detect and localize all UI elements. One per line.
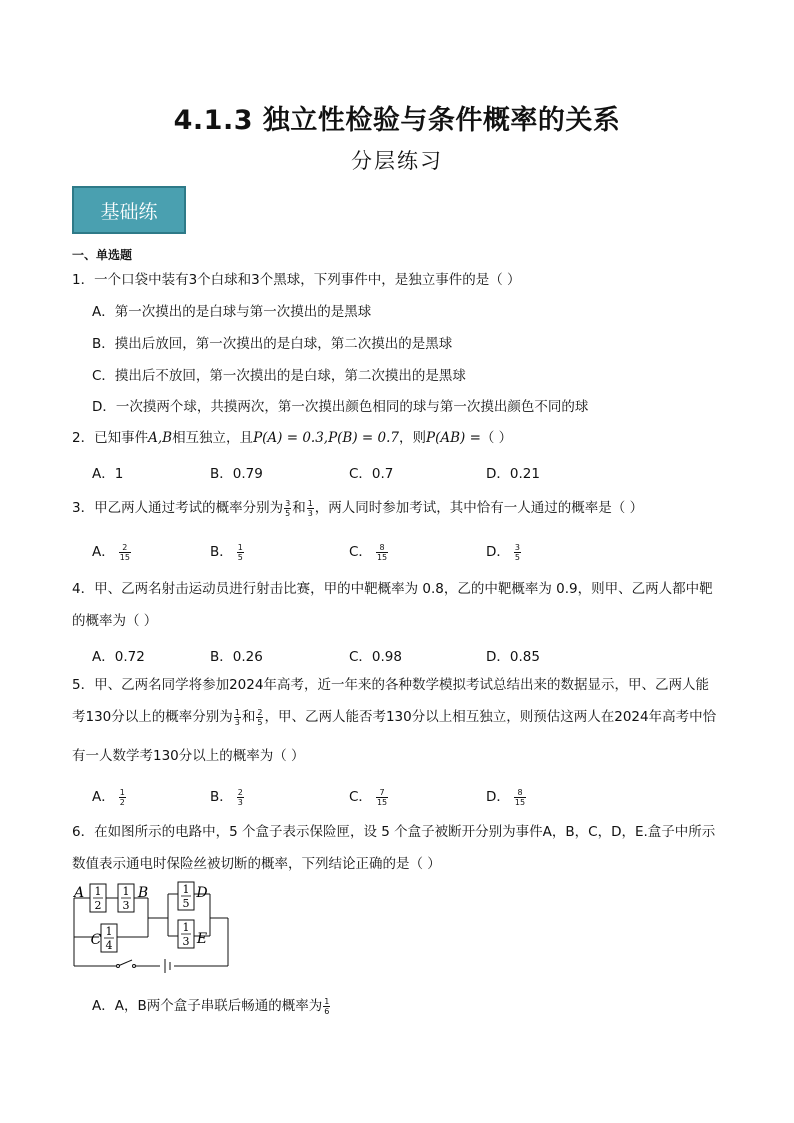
q4-option-a: A．0.72 <box>92 649 145 665</box>
q3-option-b: B． $\frac{1}{5}$ <box>210 542 243 562</box>
fuse-box-b <box>118 884 134 912</box>
svg-text:3: 3 <box>182 935 190 948</box>
switch-contact-icon <box>133 965 136 968</box>
page-subtitle: 分层练习 <box>351 149 443 173</box>
question-4-line-2: 的概率为（ ） <box>72 613 158 629</box>
q4-option-b: B．0.26 <box>210 649 263 665</box>
q1-option-b: B．摸出后放回，第一次摸出的是白球，第二次摸出的是黑球 <box>92 336 453 352</box>
question-number: 3． <box>72 500 95 516</box>
q1-option-d: D．一次摸两个球，共摸两次，第一次摸出颜色相同的球与第一次摸出颜色不同的球 <box>92 399 589 415</box>
label-b: B <box>137 885 149 901</box>
label-c: C <box>90 932 102 948</box>
svg-text:1: 1 <box>105 925 113 938</box>
q5-option-b: B． $\frac{2}{3}$ <box>210 787 243 807</box>
page-title: 4.1.3 独立性检验与条件概率的关系 <box>173 105 621 136</box>
q5-option-c: C． $\frac{7}{15}$ <box>349 787 388 807</box>
question-1 <box>72 270 521 290</box>
switch-contact-icon <box>117 965 120 968</box>
q6-option-a: A．A，B两个盒子串联后畅通的概率为 $\frac{1}{6}$ <box>92 996 330 1016</box>
math-events: A,B <box>148 430 173 446</box>
question-text: 一个口袋中装有3个白球和3个黑球，下列事件中，是独立事件的是（ ） <box>94 272 521 288</box>
question-number: 6． <box>72 824 95 840</box>
label-a: A <box>73 885 85 901</box>
math-prob-ab: P(AB) = <box>426 430 481 446</box>
section-heading: 一、单选题 <box>72 248 133 262</box>
q2-option-d: D．0.21 <box>486 466 540 482</box>
label-d: D <box>196 885 208 901</box>
svg-text:1: 1 <box>182 921 190 934</box>
question-6: 6．在如图所示的电路中，5 个盒子表示保险匣，设 5 个盒子被断开分别为事件A，B，C，D，E.盒子中所示 <box>72 824 716 840</box>
svg-text:4: 4 <box>105 939 113 952</box>
fraction: $\frac{3}{5}$ <box>285 498 291 518</box>
question-5-line-3: 有一人数学考130分以上的概率为（ ） <box>72 748 305 764</box>
q1-option-c: C．摸出后不放回，第一次摸出的是白球，第二次摸出的是黑球 <box>92 368 466 384</box>
q2-options <box>92 462 712 482</box>
q2-option-a: A．1 <box>92 466 124 482</box>
circuit-diagram <box>68 880 238 975</box>
question-2: 2．已知事件A,B相互独立，且P(A) = 0.3,P(B) = 0.7，则P(AB) =（ ） <box>72 430 513 446</box>
q5-options <box>92 785 712 807</box>
svg-text:1: 1 <box>94 885 102 898</box>
q4-options <box>92 645 712 665</box>
fuse-box-c <box>101 924 117 952</box>
fuse-box-e <box>178 920 194 948</box>
fraction: $\frac{1}{3}$ <box>234 707 240 727</box>
fuse-box-d <box>178 882 194 910</box>
q3-options <box>92 540 712 562</box>
svg-text:3: 3 <box>122 899 130 912</box>
q5-option-a: A． $\frac{1}{2}$ <box>92 787 125 807</box>
question-4: 4．甲、乙两名射击运动员进行射击比赛，甲的中靶概率为 0.8，乙的中靶概率为 0.9，则甲、乙两人都中靶 <box>72 581 713 597</box>
question-5-line-2: 考130分以上的概率分别为 $\frac{1}{3}$ 和 $\frac{2}{5}$ ，甲、乙两人能否考130分以上相互独立，则预估这两人在2024年高考中恰 <box>72 707 717 727</box>
q2-option-b: B．0.79 <box>210 466 263 482</box>
svg-text:2: 2 <box>94 899 102 912</box>
question-number: 4． <box>72 581 95 597</box>
fuse-box-a <box>90 884 106 912</box>
svg-text:1: 1 <box>182 883 190 896</box>
fraction: $\frac{2}{5}$ <box>257 707 263 727</box>
math-prob: P(A) = 0.3,P(B) = 0.7 <box>253 430 399 446</box>
svg-text:5: 5 <box>182 897 190 910</box>
q4-option-d: D．0.85 <box>486 649 540 665</box>
question-number: 2． <box>72 430 95 446</box>
question-number: 5． <box>72 677 95 693</box>
q3-option-a: A． $\frac{2}{15}$ <box>92 542 130 562</box>
question-6-line-2: 数值表示通电时保险丝被切断的概率，下列结论正确的是（ ） <box>72 856 441 872</box>
question-5: 5．甲、乙两名同学将参加2024年高考，近一年来的各种数学模拟考试总结出来的数据显示，甲、乙两人能 <box>72 677 709 693</box>
q4-option-c: C．0.98 <box>349 649 402 665</box>
q1-option-a: A．第一次摸出的是白球与第一次摸出的是黑球 <box>92 304 372 320</box>
fraction: $\frac{1}{3}$ <box>307 498 313 518</box>
q3-option-d: D． $\frac{3}{5}$ <box>486 542 520 562</box>
q2-option-c: C．0.7 <box>349 466 394 482</box>
fraction: $\frac{1}{6}$ <box>324 996 330 1016</box>
question-number: 1． <box>72 272 95 288</box>
label-e: E <box>196 931 208 947</box>
question-3: 3．甲乙两人通过考试的概率分别为 $\frac{3}{5}$ 和 $\frac{1}{3}$ ，两人同时参加考试，其中恰有一人通过的概率是（ ） <box>72 498 644 518</box>
level-badge: 基础练 <box>72 186 186 234</box>
q5-option-d: D． $\frac{8}{15}$ <box>486 787 526 807</box>
q3-option-c: C． $\frac{8}{15}$ <box>349 542 388 562</box>
svg-text:1: 1 <box>122 885 130 898</box>
